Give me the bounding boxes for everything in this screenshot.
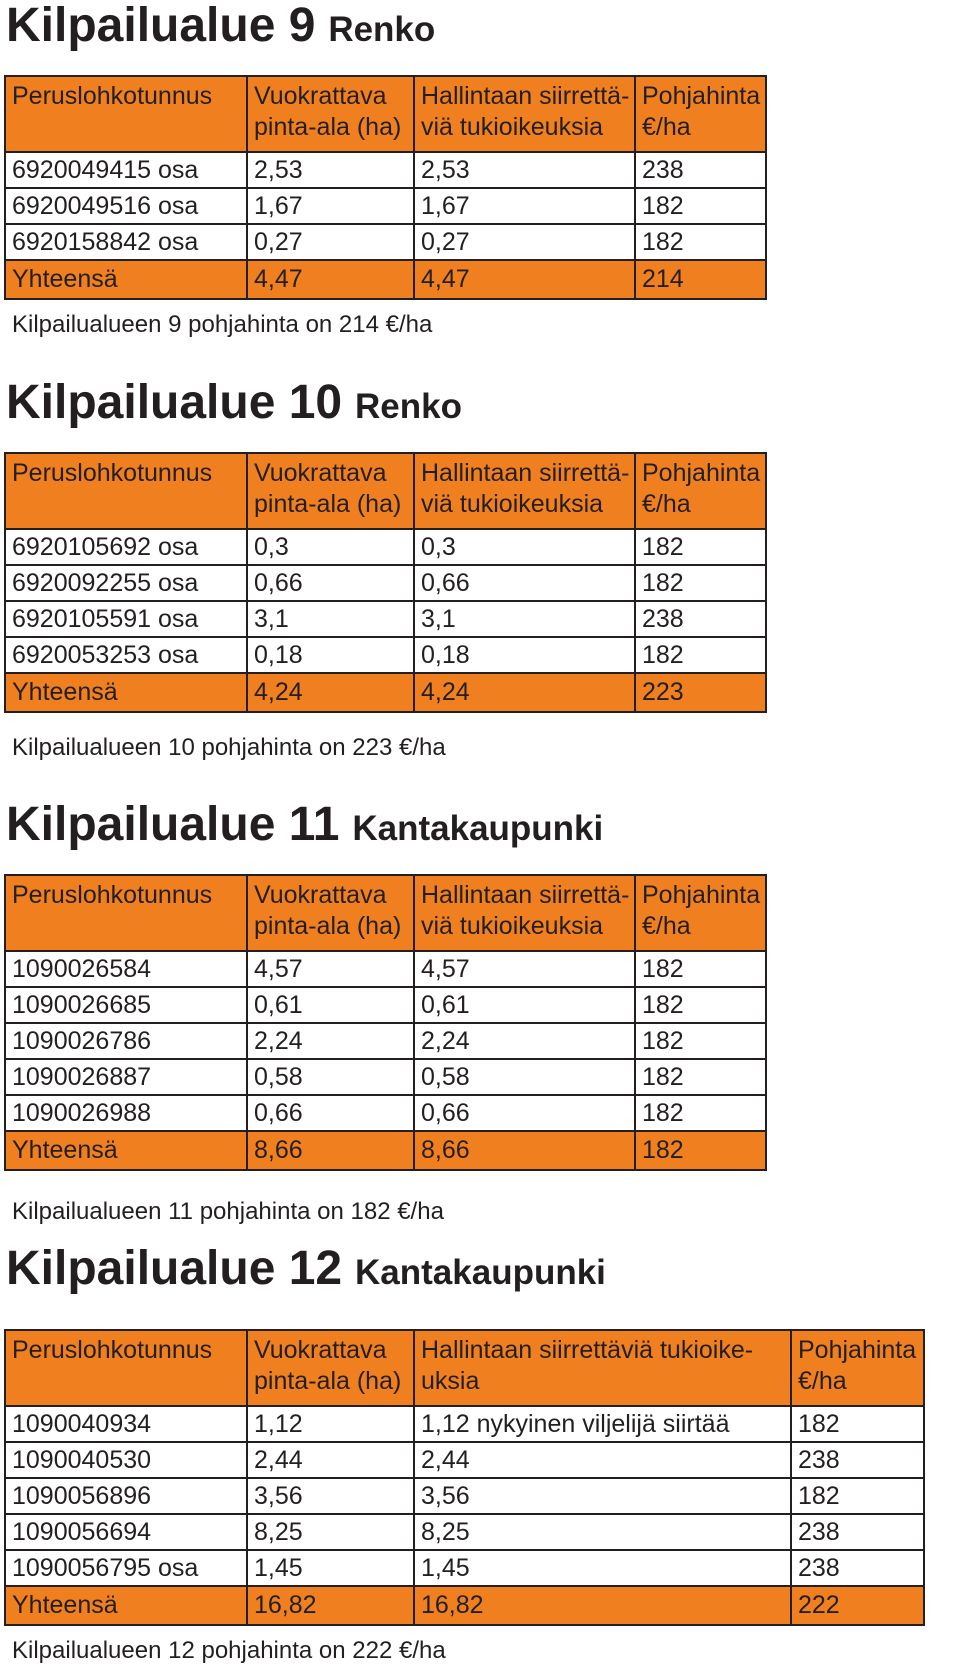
table-cell: 6920053253 osa bbox=[5, 637, 247, 673]
table-row bbox=[5, 1059, 766, 1095]
table-cell: 1090026988 bbox=[5, 1095, 247, 1131]
table-cell: 1,12 nykyinen viljelijä siirtää bbox=[414, 1406, 791, 1442]
table-cell: 3,56 bbox=[414, 1478, 791, 1514]
table-cell: 238 bbox=[635, 601, 766, 637]
table-cell: 182 bbox=[635, 224, 766, 260]
area-12-base-price-note: Kilpailualueen 12 pohjahinta on 222 €/ha bbox=[12, 1637, 446, 1664]
table-cell: 1,45 bbox=[414, 1550, 791, 1586]
table-row bbox=[5, 637, 766, 673]
table-cell: 2,44 bbox=[247, 1442, 414, 1478]
table-row bbox=[5, 1478, 924, 1514]
table-cell: 4,47 bbox=[247, 260, 414, 299]
table-cell: 1090040530 bbox=[5, 1442, 247, 1478]
table-cell: 1090026584 bbox=[5, 951, 247, 987]
table-cell: 0,18 bbox=[247, 637, 414, 673]
header-cell: Hallintaan siirrettä-viä tukioikeuksia bbox=[414, 875, 635, 951]
table-row bbox=[5, 1514, 924, 1550]
table-cell: 6920049516 osa bbox=[5, 188, 247, 224]
header-cell: Pohjahinta €/ha bbox=[635, 453, 766, 529]
area-9-base-price-note: Kilpailualueen 9 pohjahinta on 214 €/ha bbox=[12, 311, 433, 338]
table-cell: 1090026887 bbox=[5, 1059, 247, 1095]
table-cell: 1,67 bbox=[247, 188, 414, 224]
table-total-row bbox=[5, 673, 766, 712]
header-cell: Hallintaan siirrettä-viä tukioikeuksia bbox=[414, 453, 635, 529]
table-cell: 6920105591 osa bbox=[5, 601, 247, 637]
header-cell: Vuokrattava pinta-ala (ha) bbox=[247, 1330, 414, 1406]
table-cell: 182 bbox=[635, 529, 766, 565]
table-cell: Yhteensä bbox=[5, 1131, 247, 1170]
table-cell: 182 bbox=[635, 1131, 766, 1170]
area-9-table bbox=[4, 75, 767, 300]
table-row bbox=[5, 565, 766, 601]
table-cell: 16,82 bbox=[414, 1586, 791, 1625]
area-11-heading bbox=[6, 798, 604, 851]
table-cell: Yhteensä bbox=[5, 673, 247, 712]
table-row bbox=[5, 1023, 766, 1059]
table-cell: 238 bbox=[791, 1550, 924, 1586]
heading-part: Kilpailualue 11 bbox=[6, 798, 340, 851]
table-cell: 4,24 bbox=[414, 673, 635, 712]
table-cell: 3,56 bbox=[247, 1478, 414, 1514]
table-cell: 0,3 bbox=[247, 529, 414, 565]
area-10-table bbox=[4, 452, 767, 713]
table-cell: 1,12 bbox=[247, 1406, 414, 1442]
table-cell: 3,1 bbox=[247, 601, 414, 637]
area-12-heading bbox=[6, 1242, 606, 1295]
table-cell: Yhteensä bbox=[5, 260, 247, 299]
table-cell: 182 bbox=[635, 1023, 766, 1059]
table-total-row bbox=[5, 260, 766, 299]
header-cell: Peruslohkotunnus bbox=[5, 453, 247, 529]
table-header-row bbox=[5, 1330, 924, 1406]
table-cell: 6920158842 osa bbox=[5, 224, 247, 260]
table-row bbox=[5, 1406, 924, 1442]
table-cell: 0,66 bbox=[247, 565, 414, 601]
table-header-row bbox=[5, 875, 766, 951]
area-9-district: Renko bbox=[328, 10, 436, 49]
table-cell: 182 bbox=[791, 1478, 924, 1514]
table-cell: 1090056896 bbox=[5, 1478, 247, 1514]
table-cell: 182 bbox=[635, 987, 766, 1023]
table-cell: 182 bbox=[635, 188, 766, 224]
table-row bbox=[5, 951, 766, 987]
table-cell: 182 bbox=[791, 1406, 924, 1442]
table-cell: 8,66 bbox=[414, 1131, 635, 1170]
header-cell: Vuokrattava pinta-ala (ha) bbox=[247, 76, 414, 152]
table-cell: 0,27 bbox=[247, 224, 414, 260]
table-cell: Yhteensä bbox=[5, 1586, 247, 1625]
header-cell: Hallintaan siirrettäviä tukioike-uksia bbox=[414, 1330, 791, 1406]
table-cell: 0,3 bbox=[414, 529, 635, 565]
area-11-district: Kantakaupunki bbox=[352, 809, 604, 848]
table-cell: 1,67 bbox=[414, 188, 635, 224]
table-cell: 238 bbox=[635, 152, 766, 188]
table-cell: 0,61 bbox=[414, 987, 635, 1023]
table-cell: 238 bbox=[791, 1514, 924, 1550]
area-11-base-price-note: Kilpailualueen 11 pohjahinta on 182 €/ha bbox=[12, 1198, 444, 1225]
table-cell: 4,47 bbox=[414, 260, 635, 299]
table-cell: 2,44 bbox=[414, 1442, 791, 1478]
table-cell: 2,24 bbox=[247, 1023, 414, 1059]
table-cell: 0,66 bbox=[414, 1095, 635, 1131]
table-cell: 4,57 bbox=[247, 951, 414, 987]
table-cell: 1090026685 bbox=[5, 987, 247, 1023]
table-cell: 0,58 bbox=[414, 1059, 635, 1095]
table-cell: 6920049415 osa bbox=[5, 152, 247, 188]
table-cell: 16,82 bbox=[247, 1586, 414, 1625]
table-cell: 8,66 bbox=[247, 1131, 414, 1170]
table-cell: 6920105692 osa bbox=[5, 529, 247, 565]
table-cell: 2,24 bbox=[414, 1023, 635, 1059]
area-12-table bbox=[4, 1329, 925, 1626]
table-header-row bbox=[5, 76, 766, 152]
table-cell: 182 bbox=[635, 565, 766, 601]
table-cell: 0,27 bbox=[414, 224, 635, 260]
table-cell: 0,61 bbox=[247, 987, 414, 1023]
area-10-heading bbox=[6, 376, 462, 429]
header-cell: Pohjahinta €/ha bbox=[791, 1330, 924, 1406]
table-cell: 223 bbox=[635, 673, 766, 712]
area-10-base-price-note: Kilpailualueen 10 pohjahinta on 223 €/ha bbox=[12, 734, 446, 761]
table-cell: 8,25 bbox=[247, 1514, 414, 1550]
table-cell: 1090026786 bbox=[5, 1023, 247, 1059]
table-row bbox=[5, 1095, 766, 1131]
table-cell: 1090056694 bbox=[5, 1514, 247, 1550]
table-row bbox=[5, 1442, 924, 1478]
table-cell: 2,53 bbox=[414, 152, 635, 188]
table-row bbox=[5, 188, 766, 224]
table-cell: 6920092255 osa bbox=[5, 565, 247, 601]
table-cell: 182 bbox=[635, 951, 766, 987]
area-9-heading bbox=[6, 2, 435, 50]
heading-part: Kilpailualue 9 bbox=[6, 0, 316, 52]
table-row bbox=[5, 601, 766, 637]
table-total-row bbox=[5, 1131, 766, 1170]
table-cell: 182 bbox=[635, 637, 766, 673]
table-header-row bbox=[5, 453, 766, 529]
table-row bbox=[5, 1550, 924, 1586]
header-cell: Peruslohkotunnus bbox=[5, 76, 247, 152]
table-cell: 238 bbox=[791, 1442, 924, 1478]
table-cell: 1,45 bbox=[247, 1550, 414, 1586]
table-cell: 2,53 bbox=[247, 152, 414, 188]
header-cell: Peruslohkotunnus bbox=[5, 1330, 247, 1406]
table-cell: 0,18 bbox=[414, 637, 635, 673]
heading-part: Kilpailualue 12 bbox=[6, 1242, 343, 1295]
header-cell: Peruslohkotunnus bbox=[5, 875, 247, 951]
area-10-district: Renko bbox=[355, 387, 462, 426]
table-cell: 1090056795 osa bbox=[5, 1550, 247, 1586]
table-cell: 182 bbox=[635, 1095, 766, 1131]
table-row bbox=[5, 987, 766, 1023]
area-12-district: Kantakaupunki bbox=[355, 1253, 606, 1292]
table-cell: 0,66 bbox=[414, 565, 635, 601]
table-row bbox=[5, 529, 766, 565]
header-cell: Pohjahinta €/ha bbox=[635, 875, 766, 951]
table-row bbox=[5, 152, 766, 188]
table-cell: 4,57 bbox=[414, 951, 635, 987]
table-cell: 0,66 bbox=[247, 1095, 414, 1131]
table-cell: 0,58 bbox=[247, 1059, 414, 1095]
header-cell: Vuokrattava pinta-ala (ha) bbox=[247, 453, 414, 529]
table-cell: 222 bbox=[791, 1586, 924, 1625]
header-cell: Hallintaan siirrettä-viä tukioikeuksia bbox=[414, 76, 635, 152]
table-cell: 4,24 bbox=[247, 673, 414, 712]
heading-part: Kilpailualue 10 bbox=[6, 376, 343, 429]
table-cell: 1090040934 bbox=[5, 1406, 247, 1442]
table-total-row bbox=[5, 1586, 924, 1625]
table-row bbox=[5, 224, 766, 260]
table-cell: 3,1 bbox=[414, 601, 635, 637]
area-11-table bbox=[4, 874, 767, 1171]
header-cell: Vuokrattava pinta-ala (ha) bbox=[247, 875, 414, 951]
table-cell: 182 bbox=[635, 1059, 766, 1095]
table-cell: 8,25 bbox=[414, 1514, 791, 1550]
table-cell: 214 bbox=[635, 260, 766, 299]
header-cell: Pohjahinta €/ha bbox=[635, 76, 766, 152]
